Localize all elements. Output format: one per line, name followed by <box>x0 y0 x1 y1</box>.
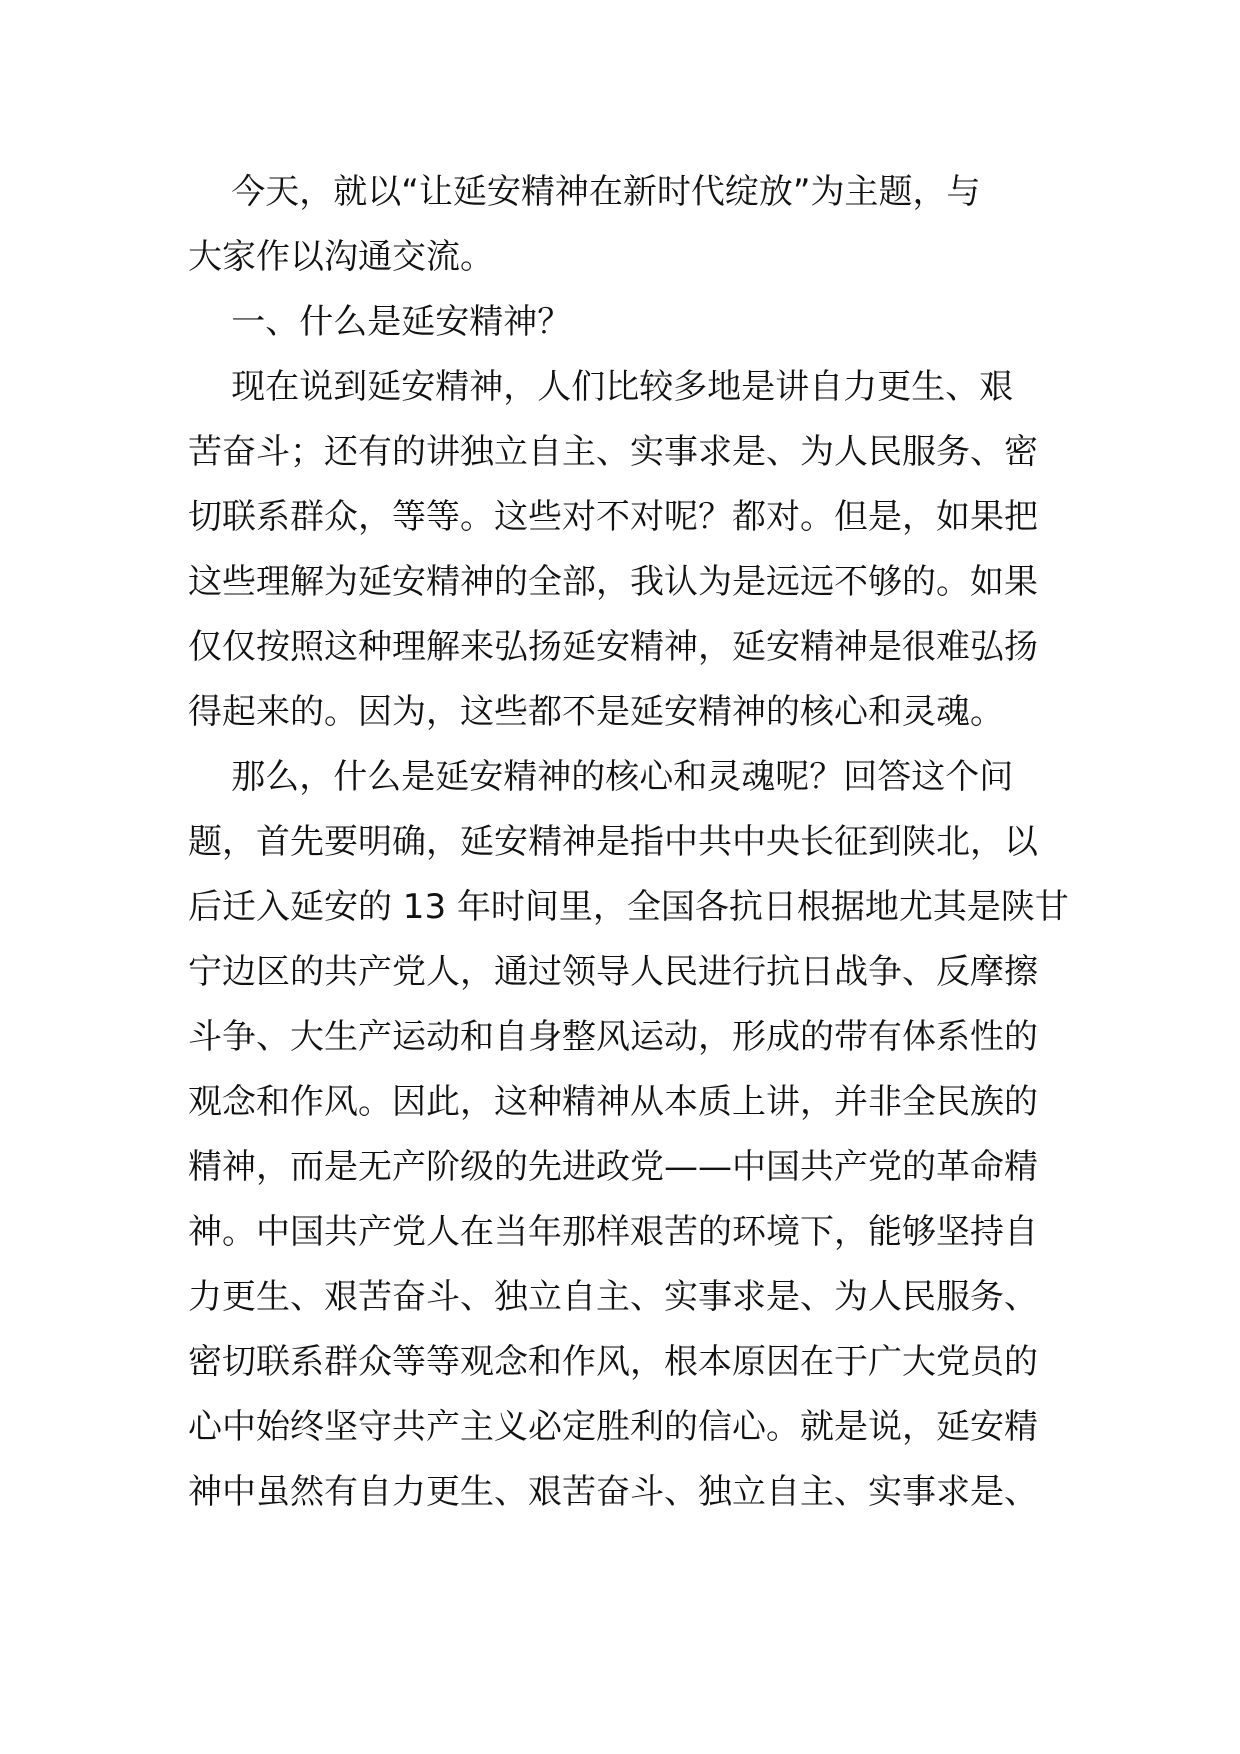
text-line: 得起来的。因为，这些都不是延安精神的核心和灵魂。 <box>188 692 1004 732</box>
section-heading <box>188 290 1088 355</box>
text-line: 密切联系群众等等观念和作风，根本原因在于广大党员的 <box>188 1342 1038 1382</box>
text-line: 今天，就以“让延安精神在新时代绽放”为主题，与 <box>188 172 981 212</box>
text-line: 心中始终坚守共产主义必定胜利的信心。就是说，延安精 <box>188 1407 1038 1447</box>
text-line: 这些理解为延安精神的全部，我认为是远远不够的。如果 <box>188 562 1038 602</box>
text-line: 斗争、大生产运动和自身整风运动，形成的带有体系性的 <box>188 1017 1038 1057</box>
text-line: 后迁入延安的 13 年时间里，全国各抗日根据地尤其是陕甘 <box>188 887 1069 927</box>
document-body <box>188 160 1088 1525</box>
text-line: 神中虽然有自力更生、艰苦奋斗、独立自主、实事求是、 <box>188 1472 1038 1512</box>
body-paragraph-1 <box>188 355 1088 745</box>
intro-paragraph <box>188 160 1088 290</box>
heading-line: 一、什么是延安精神？ <box>188 302 572 342</box>
body-paragraph-2 <box>188 745 1088 1525</box>
text-line: 力更生、艰苦奋斗、独立自主、实事求是、为人民服务、 <box>188 1277 1038 1317</box>
text-line: 宁边区的共产党人，通过领导人民进行抗日战争、反摩擦 <box>188 952 1038 992</box>
text-line: 大家作以沟通交流。 <box>188 237 494 277</box>
text-line: 神。中国共产党人在当年那样艰苦的环境下，能够坚持自 <box>188 1212 1038 1252</box>
text-line: 题，首先要明确，延安精神是指中共中央长征到陕北，以 <box>188 822 1038 862</box>
text-line: 观念和作风。因此，这种精神从本质上讲，并非全民族的 <box>188 1082 1038 1122</box>
text-line: 切联系群众，等等。这些对不对呢？都对。但是，如果把 <box>188 497 1038 537</box>
text-line: 精神，而是无产阶级的先进政党——中国共产党的革命精 <box>188 1147 1038 1187</box>
text-line: 仅仅按照这种理解来弘扬延安精神，延安精神是很难弘扬 <box>188 627 1038 667</box>
text-line: 那么，什么是延安精神的核心和灵魂呢？回答这个问 <box>188 757 1014 797</box>
text-line: 苦奋斗；还有的讲独立自主、实事求是、为人民服务、密 <box>188 432 1038 472</box>
text-line: 现在说到延安精神，人们比较多地是讲自力更生、艰 <box>188 367 1014 407</box>
